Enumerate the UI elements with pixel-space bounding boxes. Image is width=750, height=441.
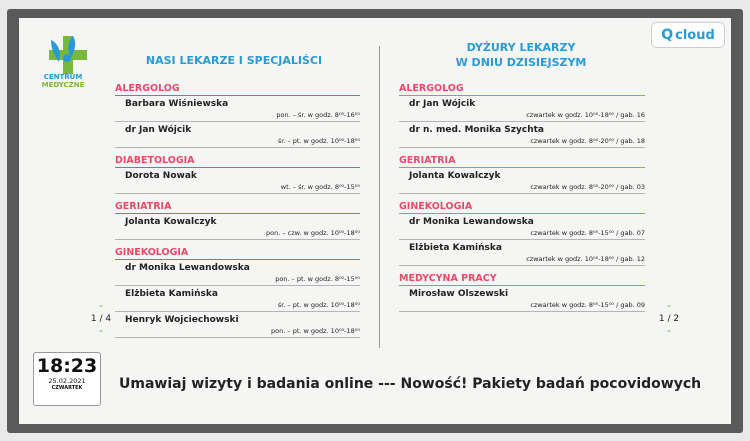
duty-list [399,76,645,312]
doctor-hours: pon. – śr. w godz. 8⁰⁰-16⁰⁰ [276,111,360,119]
doctor-hours: pon. – pt. w godz. 10⁰⁰-18⁰⁰ [271,327,360,335]
section-heading: GERIATRIA [399,153,645,168]
doctor-name: dr Monika Lewandowska [125,263,250,273]
doctor-hours: pon. – pt. w godz. 8⁰⁰-15⁰⁰ [275,275,360,283]
section-heading: GERIATRIA [115,199,360,214]
doctor-entry [115,214,360,240]
section-heading: DIABETOLOGIA [115,153,360,168]
doctor-name: dr n. med. Monika Szychta [409,125,544,135]
section-heading: ALERGOLOG [399,81,645,96]
section-heading: GINEKOLOGIA [115,245,360,260]
doctor-entry [115,260,360,286]
news-ticker: Umawiaj wizyty i badania online --- Nowość! Pakiety badań pocovidowych [119,376,702,392]
doctor-hours: śr. – pt. w godz. 10⁰⁰-18⁰⁰ [277,137,360,145]
doctors-pager [88,304,114,334]
doctor-hours: wt. – śr. w godz. 8⁰⁰-15⁰⁰ [280,183,360,191]
signage-screen [19,18,731,424]
clock-time: 18:23 [36,355,98,377]
doctor-hours: śr. – pt. w godz. 10⁰⁰-18⁰⁰ [277,301,360,309]
doctor-entry [399,168,645,194]
duty-pager [656,304,682,334]
doctor-entry [399,286,645,312]
doctor-hours: czwartek w godz. 10⁰⁰-18⁰⁰ / gab. 12 [526,255,645,263]
doctor-hours: czwartek w godz. 8⁰⁰-15⁰⁰ / gab. 09 [530,301,645,309]
doctor-hours: czwartek w godz. 10⁰⁰-18⁰⁰ / gab. 16 [526,111,645,119]
doctor-hours: czwartek w godz. 8⁰⁰-20⁰⁰ / gab. 18 [530,137,645,145]
chevron-down-icon: ⌄ [97,325,105,334]
doctor-name: Dorota Nowak [125,171,197,181]
duty-title-line1: DYŻURY LEKARZY [466,41,576,54]
doctor-entry [115,168,360,194]
doctor-name: Elżbieta Kamińska [125,289,218,299]
logo-text [29,73,97,89]
doctors-title-text: NASI LEKARZE I SPECJALIŚCI [145,54,323,67]
doctor-entry [399,96,645,122]
doctor-entry [399,240,645,266]
qcloud-text: cloud [675,27,715,43]
doctor-hours: czwartek w godz. 8⁰⁰-15⁰⁰ / gab. 07 [530,229,645,237]
doctor-entry [399,214,645,240]
doctor-entry [115,96,360,122]
doctor-name: Jolanta Kowalczyk [409,171,501,181]
section-heading: GINEKOLOGIA [399,199,645,214]
doctor-name: Henryk Wojciechowski [125,315,239,325]
qcloud-badge [651,22,725,48]
logo-line2: MEDYCZNE [41,81,85,89]
doctors-title [119,53,349,68]
chevron-up-icon: ⌃ [97,304,105,313]
doctor-hours: pon. – czw. w godz. 10⁰⁰-18⁰⁰ [266,229,360,237]
clock-day: CZWARTEK [51,385,83,391]
chevron-up-icon: ⌃ [665,304,673,313]
section-heading: MEDYCYNA PRACY [399,271,645,286]
doctor-name: Barbara Wiśniewska [125,99,229,109]
doctor-name: dr Jan Wójcik [409,99,476,109]
duty-title-line2: W DNIU DZISIEJSZYM [455,56,587,69]
clock-date: 25.02.2021 [48,377,86,385]
doctors-list [115,76,360,338]
duty-page-indicator: 1 / 2 [658,314,680,324]
duty-title [391,40,651,70]
doctor-entry [115,122,360,148]
doctor-entry [399,122,645,148]
logo-line1: CENTRUM [43,73,83,81]
doctor-entry [115,312,360,338]
doctor-name: Elżbieta Kamińska [409,243,502,253]
doctor-name: dr Jan Wójcik [125,125,192,135]
clock-widget [33,352,101,406]
section-heading: ALERGOLOG [115,81,360,96]
doctor-hours: czwartek w godz. 8⁰⁰-20⁰⁰ / gab. 03 [530,183,645,191]
chevron-down-icon: ⌄ [665,325,673,334]
doctor-name: dr Monika Lewandowska [409,217,534,227]
doctor-entry [115,286,360,312]
doctors-page-indicator: 1 / 4 [90,314,112,324]
qcloud-q-icon: Q [661,27,674,43]
doctor-name: Mirosław Olszewski [409,289,509,299]
doctor-name: Jolanta Kowalczyk [125,217,217,227]
column-divider [379,46,380,348]
